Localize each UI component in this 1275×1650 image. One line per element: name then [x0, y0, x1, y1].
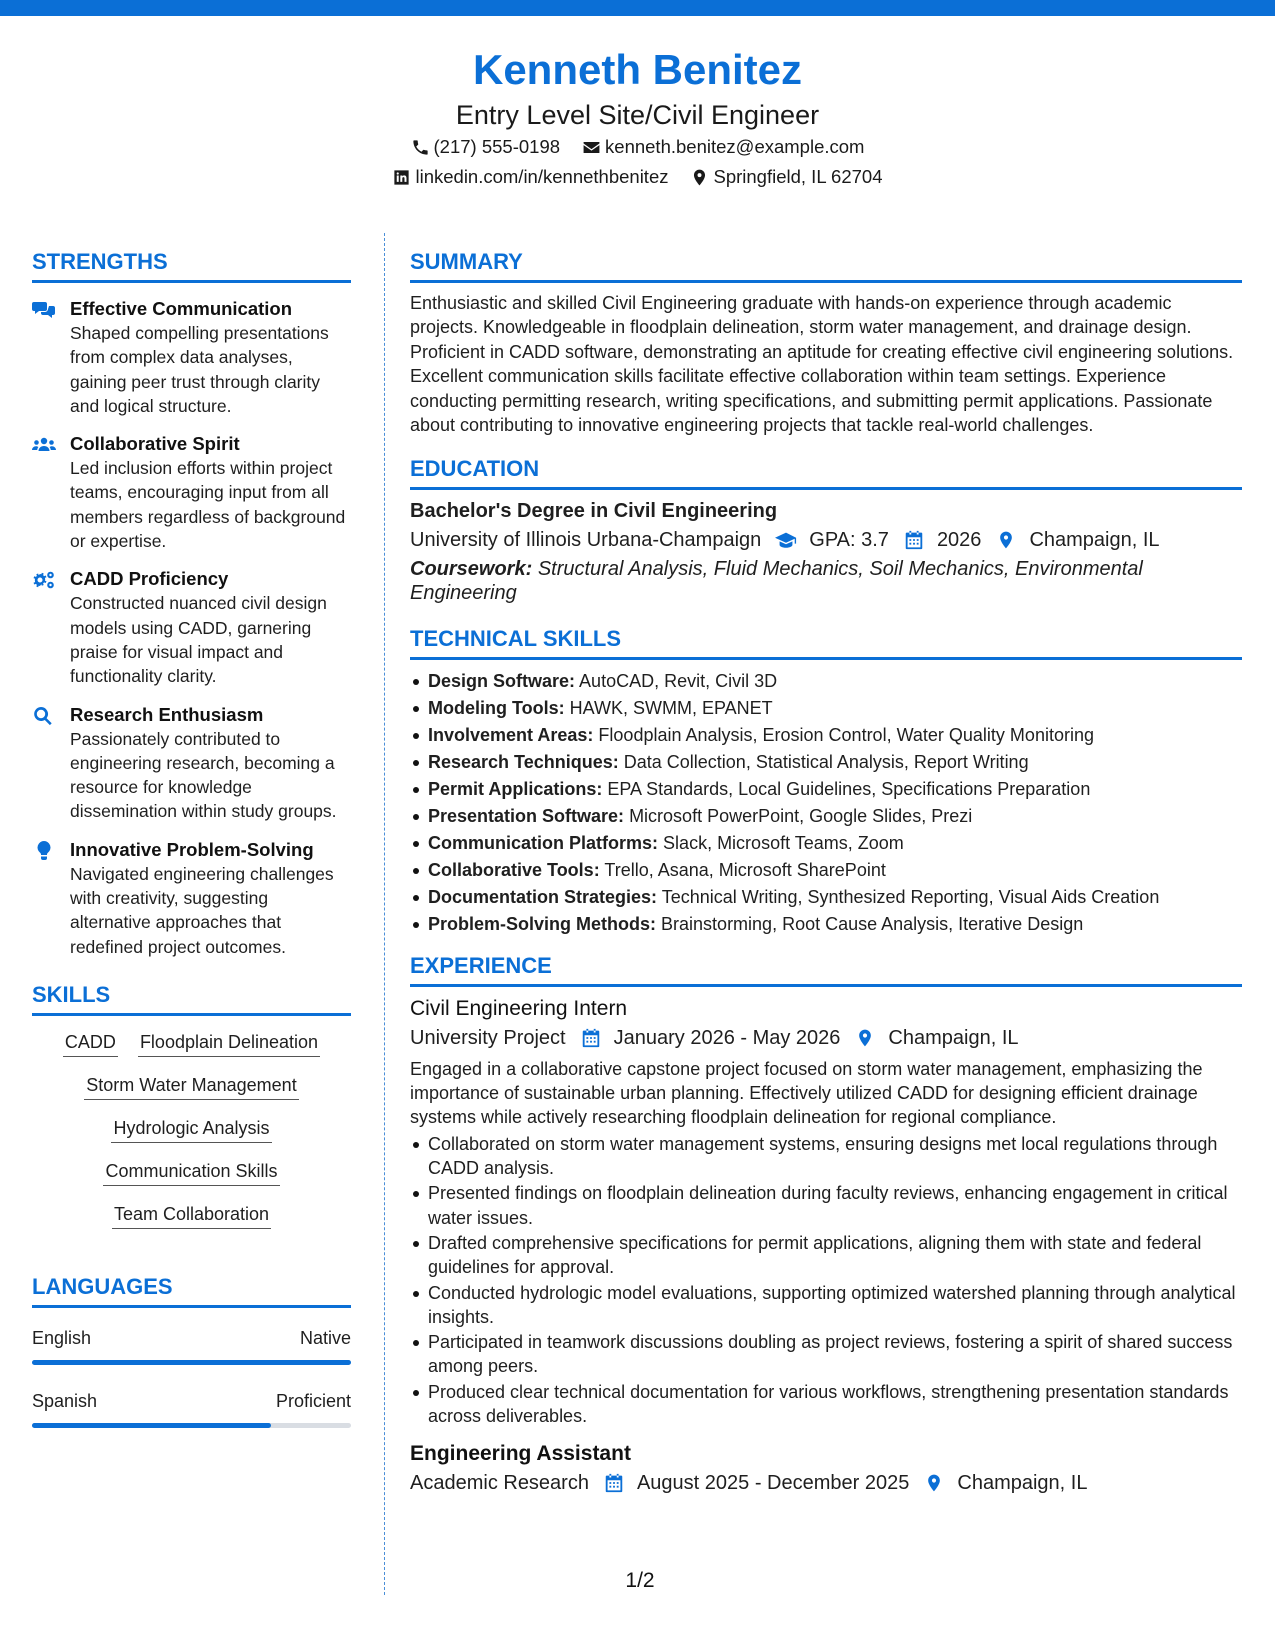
- language-name: English: [32, 1327, 92, 1348]
- language-proficiency-bar: [32, 1423, 351, 1428]
- column-divider: [384, 233, 385, 1595]
- skill-value: Brainstorming, Root Cause Analysis, Iterative Design: [661, 913, 1084, 934]
- list-item: Collaborated on storm water management systems, ensuring designs met local regulations through CADD analysis.: [410, 1132, 1242, 1181]
- school-location: Champaign, IL: [1029, 529, 1160, 552]
- linkedin-url: linkedin.com/in/kennethbenitez: [415, 166, 669, 187]
- map-pin-icon: [995, 530, 1017, 550]
- job-org: Academic Research: [410, 1472, 589, 1495]
- graduation-cap-icon: [775, 530, 797, 550]
- map-pin-icon: [923, 1473, 945, 1493]
- skill-label: Design Software:: [428, 671, 576, 692]
- education-meta: [410, 525, 1242, 555]
- envelope-icon: [582, 138, 601, 157]
- degree-title: Bachelor's Degree in Civil Engineering: [410, 500, 778, 523]
- skill-label: Collaborative Tools:: [428, 859, 600, 880]
- page-number: 1/2: [625, 1569, 655, 1592]
- left-column: [32, 248, 351, 1428]
- location-contact: [690, 162, 882, 192]
- strengths-heading: STRENGTHS: [32, 248, 351, 283]
- strength-title: CADD Proficiency: [70, 568, 229, 590]
- strength-item: [32, 838, 351, 959]
- coursework: [410, 557, 1242, 605]
- skill-tag: Hydrologic Analysis: [111, 1116, 271, 1143]
- skill-label: Communication Platforms:: [428, 832, 659, 853]
- users-icon: [32, 435, 56, 455]
- list-item: [410, 776, 1242, 803]
- summary-text: Enthusiastic and skilled Civil Engineering graduate with hands-on experience through academic projects. Knowledgeable in floodplain delineation, storm water management, and drainage design. Proficient in CADD software, demonstrating an aptitude for creating effective civil engineering solutions. Excellent communication skills facilitate effective collaboration within team settings. Experience conducting permitting research, writing specifications, and submitting permit applications. Passionate about contributing to innovative engineering projects that tackle real-world challenges.: [410, 293, 1234, 436]
- map-pin-icon: [690, 168, 709, 187]
- language-proficiency-bar: [32, 1360, 351, 1365]
- linkedin-icon: [392, 168, 411, 187]
- phone-contact[interactable]: [411, 132, 561, 162]
- email-address: kenneth.benitez@example.com: [605, 136, 865, 157]
- strength-title: Effective Communication: [70, 298, 293, 319]
- skill-tag: CADD: [63, 1030, 118, 1057]
- chat-bubbles-icon: [32, 300, 56, 320]
- skills-list: [32, 1030, 351, 1229]
- skill-tag: Communication Skills: [103, 1159, 279, 1186]
- coursework-list: Structural Analysis, Fluid Mechanics, Soil Mechanics, Environmental Engineering: [410, 558, 1143, 605]
- skill-value: HAWK, SWMM, EPANET: [569, 698, 773, 719]
- calendar-icon: [580, 1028, 602, 1048]
- language-level: Proficient: [275, 1390, 351, 1411]
- list-item: [410, 830, 1242, 857]
- job-meta: [410, 1023, 1242, 1053]
- list-item: [410, 911, 1242, 938]
- email-contact[interactable]: [582, 132, 864, 162]
- strength-item: [32, 297, 351, 418]
- search-icon: [32, 706, 56, 726]
- skills-heading: SKILLS: [32, 981, 351, 1016]
- skill-value: Technical Writing, Synthesized Reporting, Visual Aids Creation: [661, 886, 1160, 907]
- skill-value: EPA Standards, Local Guidelines, Specifications Preparation: [607, 779, 1091, 800]
- list-item: [410, 749, 1242, 776]
- skill-label: Problem-Solving Methods:: [428, 913, 657, 934]
- strength-title: Collaborative Spirit: [70, 433, 240, 455]
- resume-header: [0, 44, 1275, 192]
- calendar-icon: [903, 530, 925, 550]
- technical-skills-list: [410, 668, 1242, 937]
- job-location: Champaign, IL: [888, 1026, 1019, 1049]
- job-location: Champaign, IL: [957, 1472, 1088, 1495]
- strength-title: Research Enthusiasm: [70, 703, 264, 725]
- list-item: [410, 803, 1242, 830]
- language-name: Spanish: [32, 1390, 98, 1411]
- skill-value: Slack, Microsoft Teams, Zoom: [663, 832, 904, 853]
- strength-desc: Shaped compelling presentations from complex data analyses, gaining peer trust through clarity and logical structure.: [70, 323, 329, 416]
- job-title: Civil Engineering Intern: [410, 996, 628, 1020]
- strength-desc: Passionately contributed to engineering research, becoming a resource for knowledge dissemination within study groups.: [70, 728, 337, 822]
- job-dates: January 2026 - May 2026: [613, 1026, 841, 1049]
- list-item: Drafted comprehensive specifications for permit applications, aligning them with state and federal guidelines for approval.: [410, 1231, 1242, 1280]
- job-bullets: [410, 1132, 1242, 1429]
- candidate-title: Entry Level Site/Civil Engineer: [455, 100, 820, 130]
- job-description: Engaged in a collaborative capstone project focused on storm water management, emphasizing the importance of sustainable urban planning. Effectively utilized CADD for designing efficient drainage systems while actively researching floodplain delineation for regional compliance.: [410, 1058, 1203, 1128]
- list-item: Produced clear technical documentation for various workflows, strengthening presentation standards across deliverables.: [410, 1380, 1242, 1429]
- lightbulb-icon: [32, 841, 56, 861]
- school-name: University of Illinois Urbana-Champaign: [410, 529, 762, 552]
- skill-value: Microsoft PowerPoint, Google Slides, Prezi: [629, 805, 973, 826]
- strength-desc: Navigated engineering challenges with creativity, suggesting alternative approaches that redefined project outcomes.: [70, 863, 334, 957]
- language-proficiency-fill: [32, 1423, 271, 1428]
- list-item: [410, 722, 1242, 749]
- job-dates: August 2025 - December 2025: [636, 1472, 910, 1495]
- strength-item: [32, 432, 351, 553]
- strength-desc: Constructed nuanced civil design models using CADD, garnering praise for visual impact and functionality clarity.: [70, 593, 327, 687]
- phone-number: (217) 555-0198: [433, 136, 561, 157]
- summary-heading: SUMMARY: [410, 248, 1242, 283]
- skill-label: Modeling Tools:: [428, 698, 565, 719]
- language-item: [32, 1326, 351, 1365]
- job-title: Engineering Assistant: [410, 1442, 631, 1466]
- language-proficiency-fill: [32, 1360, 351, 1365]
- list-item: [410, 884, 1242, 911]
- education-heading: EDUCATION: [410, 455, 1242, 490]
- strength-desc: Led inclusion efforts within project teams, encouraging input from all members regardless of background or expertise.: [70, 458, 346, 552]
- graduation-year: 2026: [936, 529, 982, 552]
- gears-icon: [32, 570, 56, 590]
- language-item: [32, 1389, 351, 1428]
- strength-item: [32, 567, 351, 688]
- strength-item: [32, 703, 351, 824]
- top-accent-bar: [0, 0, 1275, 16]
- right-column: [410, 248, 1242, 1498]
- list-item: Conducted hydrologic model evaluations, supporting optimized watershed planning through analytical insights.: [410, 1281, 1242, 1330]
- coursework-label: Coursework:: [410, 558, 533, 581]
- strength-title: Innovative Problem-Solving: [70, 838, 314, 860]
- list-item: Participated in teamwork discussions doubling as project reviews, fostering a spirit of shared success among peers.: [410, 1330, 1242, 1379]
- skill-value: Data Collection, Statistical Analysis, Report Writing: [623, 752, 1029, 773]
- list-item: [410, 668, 1242, 695]
- contact-row-1: [0, 132, 1275, 162]
- technical-skills-heading: TECHNICAL SKILLS: [410, 625, 1242, 660]
- skill-value: Floodplain Analysis, Erosion Control, Water Quality Monitoring: [598, 725, 1094, 746]
- skill-value: Trello, Asana, Microsoft SharePoint: [604, 859, 886, 880]
- map-pin-icon: [854, 1028, 876, 1048]
- skill-label: Research Techniques:: [428, 752, 619, 773]
- languages-heading: LANGUAGES: [32, 1273, 351, 1308]
- list-item: [410, 857, 1242, 884]
- skill-label: Involvement Areas:: [428, 725, 594, 746]
- skill-label: Permit Applications:: [428, 779, 603, 800]
- skill-label: Presentation Software:: [428, 805, 625, 826]
- list-item: Presented findings on floodplain delineation during faculty reviews, enhancing engagement in critical water issues.: [410, 1181, 1242, 1230]
- candidate-name: Kenneth Benitez: [472, 46, 803, 93]
- list-item: [410, 695, 1242, 722]
- language-level: Native: [299, 1327, 351, 1348]
- calendar-icon: [603, 1473, 625, 1493]
- contact-row-2: [0, 162, 1275, 192]
- phone-icon: [411, 138, 430, 157]
- gpa: GPA: 3.7: [809, 529, 889, 552]
- skill-tag: Team Collaboration: [112, 1202, 271, 1229]
- experience-heading: EXPERIENCE: [410, 952, 1242, 987]
- job-meta: [410, 1468, 1242, 1498]
- linkedin-contact[interactable]: [392, 162, 668, 192]
- job-org: University Project: [410, 1026, 566, 1049]
- skill-label: Documentation Strategies:: [428, 886, 658, 907]
- skill-tag: Floodplain Delineation: [138, 1030, 320, 1057]
- skill-value: AutoCAD, Revit, Civil 3D: [579, 671, 778, 692]
- location-text: Springfield, IL 62704: [713, 166, 883, 187]
- skill-tag: Storm Water Management: [84, 1073, 298, 1100]
